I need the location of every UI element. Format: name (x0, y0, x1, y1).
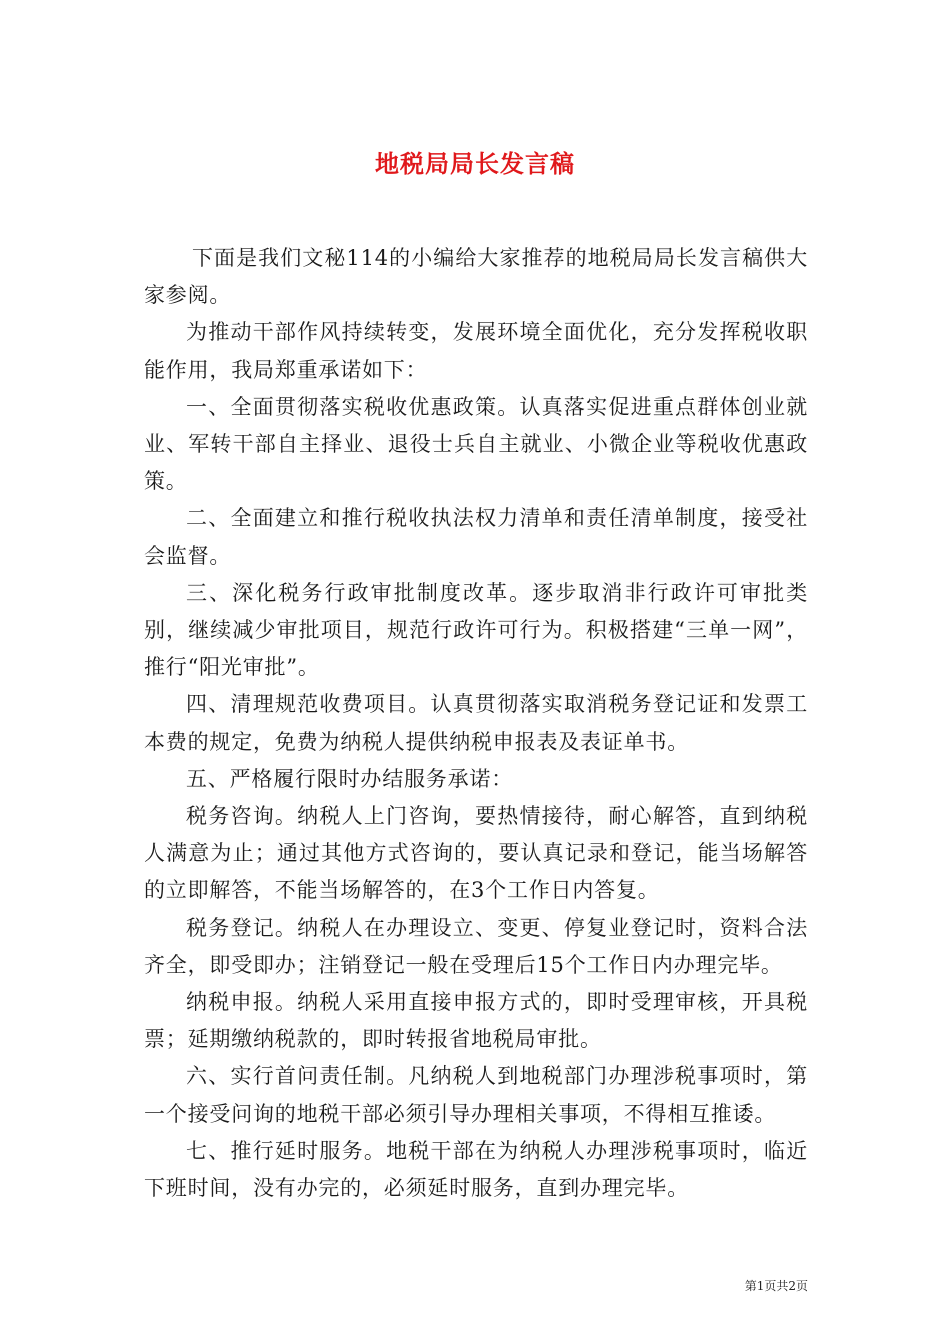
paragraph-tax-registration: 税务登记。纳税人在办理设立、变更、停复业登记时，资料合法齐全，即受即办；注销登记一般在受理后15个工作日内办理完毕。 (144, 915, 808, 977)
page-number-label: 第1页共2页 (744, 1279, 808, 1293)
paragraph-commitment-intro: 为推动干部作风持续转变，发展环境全面优化，充分发挥税收职能作用，我局郑重承诺如下： (144, 320, 808, 382)
document-title: 地税局局长发言稿 (375, 149, 575, 179)
paragraph-item-1: 一、全面贯彻落实税收优惠政策。认真落实促进重点群体创业就业、军转干部自主择业、退役士兵自主就业、小微企业等税收优惠政策。 (144, 394, 808, 494)
paragraph-item-2: 二、全面建立和推行税收执法权力清单和责任清单制度，接受社会监督。 (144, 506, 808, 568)
paragraph-tax-consulting: 税务咨询。纳税人上门咨询，要热情接待，耐心解答，直到纳税人满意为止；通过其他方式咨询的，要认真记录和登记，能当场解答的立即解答，不能当场解答的，在3个工作日内答复。 (144, 804, 808, 903)
paragraph-item-6: 六、实行首问责任制。凡纳税人到地税部门办理涉税事项时，第一个接受问询的地税干部必须引导办理相关事项，不得相互推诿。 (144, 1064, 808, 1126)
paragraph-item-5: 五、严格履行限时办结服务承诺： (186, 766, 513, 791)
document-body (144, 240, 808, 1207)
page-number (745, 1278, 808, 1294)
paragraph-tax-declaration: 纳税申报。纳税人采用直接申报方式的，即时受理审核，开具税票；延期缴纳税款的，即时转报省地税局审批。 (144, 990, 808, 1052)
paragraph-item-7: 七、推行延时服务。地税干部在为纳税人办理涉税事项时，临近下班时间，没有办完的，必须延时服务，直到办理完毕。 (144, 1138, 808, 1201)
paragraph-intro: 下面是我们文秘114的小编给大家推荐的地税局局长发言稿供大家参阅。 (144, 246, 808, 308)
paragraph-item-3: 三、深化税务行政审批制度改革。逐步取消非行政许可审批类别，继续减少审批项目，规范行政许可行为。积极搭建“三单一网”，推行“阳光审批”。 (144, 580, 808, 680)
paragraph-item-4: 四、清理规范收费项目。认真贯彻落实取消税务登记证和发票工本费的规定，免费为纳税人提供纳税申报表及表证单书。 (144, 692, 808, 754)
